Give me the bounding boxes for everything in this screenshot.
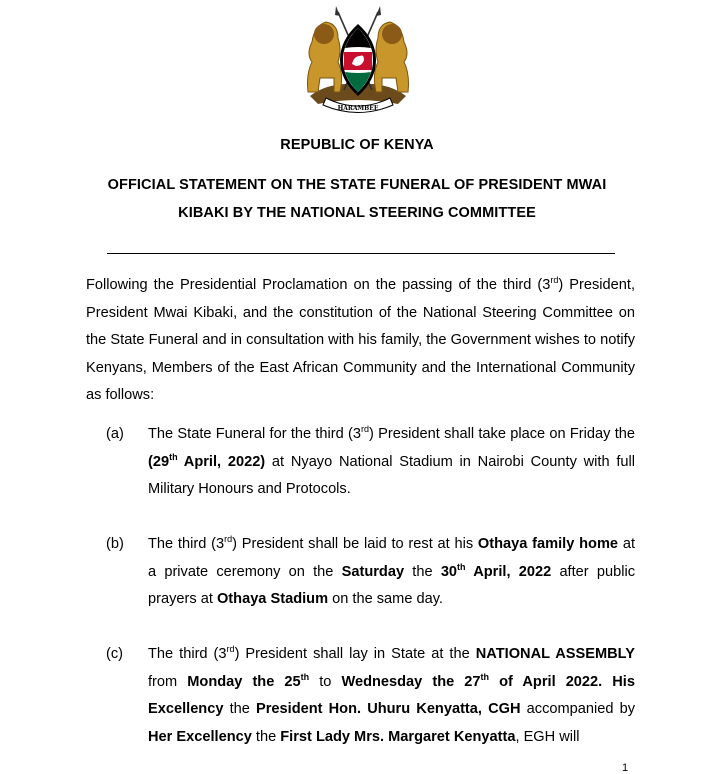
- item-label-c: (c): [106, 646, 124, 662]
- country-heading: REPUBLIC OF KENYA: [280, 137, 434, 153]
- coat-of-arms-icon: [298, 4, 418, 114]
- item-label-b: (b): [106, 536, 124, 552]
- item-label-a: (a): [106, 426, 124, 442]
- page-number: 1: [622, 762, 629, 774]
- motto-text: HARAMBEE: [337, 105, 379, 112]
- title-divider: [107, 253, 615, 254]
- intro-paragraph: Following the Presidential Proclamation on the passing of the third (3rd) President, President Mwai Kibaki, and the constitution of the National Steering Committee on the State Funeral and in consultation with his family, the Government wishes to notify Kenyans, Members of the East African Community and the International Community as follows:: [86, 275, 636, 403]
- item-text-c: The third (3rd) President shall lay in State at the NATIONAL ASSEMBLY from Monday the 25th to Wednesday the 27th of April 2022. His Excellency the President Hon. Uhuru Kenyatta, CGH accompanied by Her Excellency the First Lady Mrs. Margaret Kenyatta, EGH will: [148, 644, 635, 745]
- item-text-b: The third (3rd) President shall be laid to rest at his Othaya family home at a private ceremony on the Saturday the 30th April, 2022 after public prayers at Othaya Stadium on the same day.: [148, 534, 635, 607]
- statement-title-line2: KIBAKI BY THE NATIONAL STEERING COMMITTEE: [178, 205, 536, 221]
- statement-title-line1: OFFICIAL STATEMENT ON THE STATE FUNERAL OF PRESIDENT MWAI: [107, 177, 607, 193]
- item-text-a: The State Funeral for the third (3rd) President shall take place on Friday the (29th April, 2022) at Nyayo National Stadium in Nairobi County with full Military Honours and Protocols.: [148, 424, 635, 497]
